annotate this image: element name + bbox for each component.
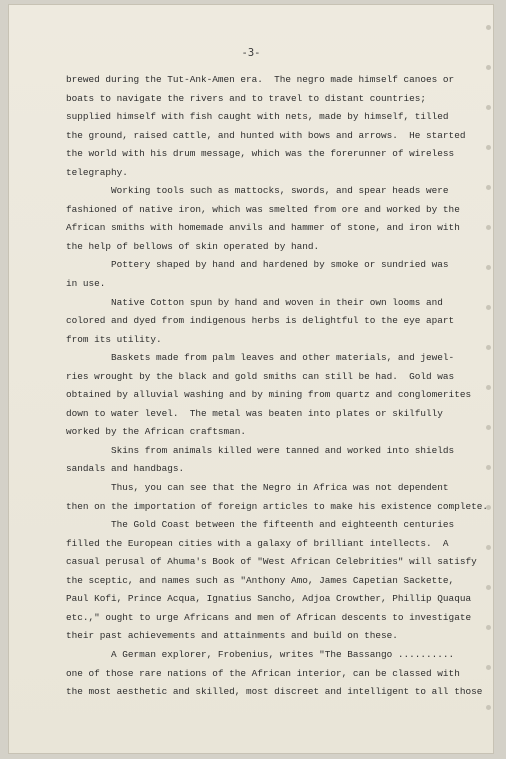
text-line: fashioned of native iron, which was smelted from ore and worked by the (66, 203, 460, 215)
binder-hole (486, 25, 491, 30)
text-line: the world with his drum message, which was the forerunner of wireless (66, 148, 455, 160)
text-line: then on the importation of foreign articles to make his existence complete. (66, 500, 488, 512)
text-line: Thus, you can see that the Negro in Africa was not dependent (66, 482, 449, 494)
text-line: Pottery shaped by hand and hardened by smoke or sundried was (66, 259, 449, 271)
text-line: the help of bellows of skin operated by hand. (66, 240, 320, 252)
text-line: A German explorer, Frobenius, writes "The Bassango .......... (66, 648, 455, 660)
text-line: sandals and handbags. (66, 463, 185, 475)
text-line: Working tools such as mattocks, swords, and spear heads were (66, 185, 449, 197)
text-line: filled the European cities with a galaxy of brilliant intellects. A (66, 537, 449, 549)
document-body (66, 71, 496, 702)
text-line: Native Cotton spun by hand and woven in their own looms and (66, 296, 443, 308)
typed-page (8, 4, 494, 754)
binder-hole (486, 705, 491, 710)
text-line: colored and dyed from indigenous herbs is delightful to the eye apart (66, 315, 455, 327)
text-line: African smiths with homemade anvils and hammer of stone, and iron with (66, 222, 460, 234)
text-line: in use. (66, 278, 106, 290)
binder-hole (486, 65, 491, 70)
text-line: from its utility. (66, 333, 162, 345)
text-line: the ground, raised cattle, and hunted with bows and arrows. He started (66, 129, 466, 141)
text-line: their past achievements and attainments and build on these. (66, 630, 398, 642)
text-line: ries wrought by the black and gold smiths can still be had. Gold was (66, 370, 455, 382)
text-line: the most aesthetic and skilled, most discreet and intelligent to all those (66, 686, 483, 698)
text-line: boats to navigate the rivers and to travel to distant countries; (66, 92, 427, 104)
text-line: The Gold Coast between the fifteenth and eighteenth centuries (66, 519, 455, 531)
text-line: down to water level. The metal was beaten into plates or skilfully (66, 407, 443, 419)
text-line: casual perusal of Ahuma's Book of "West African Celebrities" will satisfy (66, 556, 477, 568)
text-line: Skins from animals killed were tanned and worked into shields (66, 444, 455, 456)
text-line: supplied himself with fish caught with nets, made by himself, tilled (66, 111, 449, 123)
text-line: obtained by alluvial washing and by mining from quartz and conglomerites (66, 389, 472, 401)
text-line: Baskets made from palm leaves and other materials, and jewel- (66, 352, 455, 364)
text-line: Paul Kofi, Prince Acqua, Ignatius Sancho, Adjoa Crowther, Phillip Quaqua (66, 593, 472, 605)
text-line: brewed during the Tut-Ank-Amen era. The negro made himself canoes or (66, 74, 455, 85)
text-line: one of those rare nations of the African interior, can be classed with (66, 667, 460, 679)
text-line: the sceptic, and names such as "Anthony Amo, James Capetian Sackette, (66, 574, 455, 586)
text-line: etc.," ought to urge Africans and men of African descents to investigate (66, 611, 472, 623)
text-line: worked by the African craftsman. (66, 426, 247, 438)
page-number: -3- (241, 47, 261, 59)
text-line: telegraphy. (66, 166, 128, 178)
